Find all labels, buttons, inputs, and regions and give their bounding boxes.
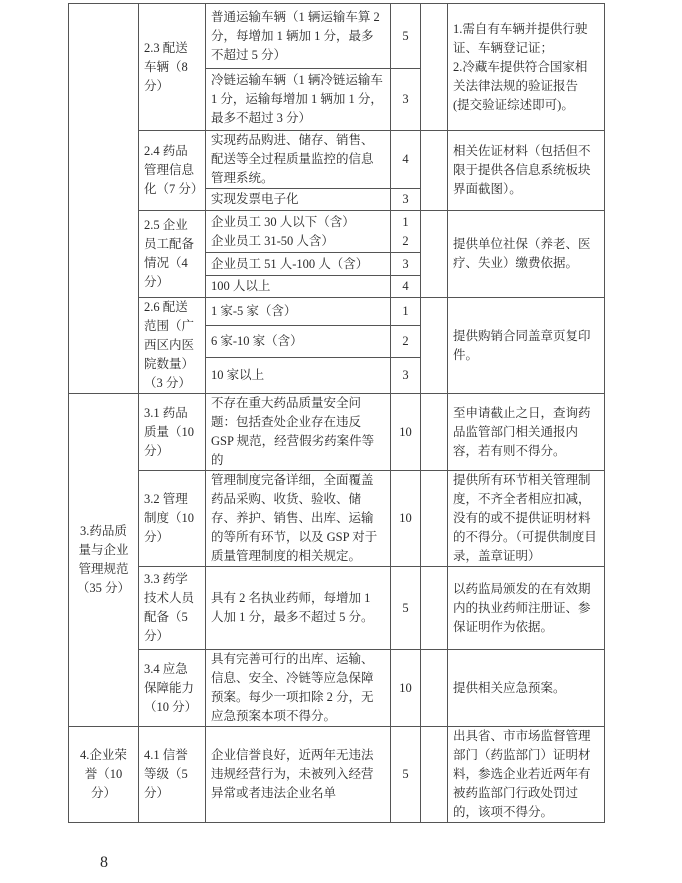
evidence-cell: 至申请截止之日，查询药品监管部门相关通报内容，若有则不得分。	[448, 394, 605, 471]
table-row	[69, 131, 605, 189]
score-cell: 5	[391, 727, 421, 823]
score-cell: 3	[391, 189, 421, 211]
table-row	[69, 650, 605, 727]
table-row	[69, 471, 605, 567]
score-cell: 10	[391, 471, 421, 567]
criteria-cell: 10 家以上	[206, 357, 391, 393]
criteria-cell: 1 家-5 家（含）	[206, 298, 391, 326]
score-cell: 1	[391, 298, 421, 326]
criteria-cell: 具有 2 名执业药师，每增加 1 人加 1 分，最多不超过 5 分。	[206, 567, 391, 650]
criteria-cell: 冷链运输车辆（1 辆冷链运输车 1 分，运输每增加 1 辆加 1 分，最多不超过 3 分）	[206, 69, 391, 131]
item-name-cell: 2.3 配送车辆（8 分）	[139, 4, 206, 131]
blank-score-cell	[421, 567, 448, 650]
table-row	[69, 567, 605, 650]
criteria-cell: 100 人以上	[206, 276, 391, 298]
item-name-cell: 4.1 信誉等级（5 分）	[139, 727, 206, 823]
blank-score-cell	[421, 650, 448, 727]
evidence-cell: 提供购销合同盖章页复印件。	[448, 298, 605, 394]
scoring-table	[68, 3, 605, 823]
blank-score-cell	[421, 298, 448, 394]
blank-score-cell	[421, 727, 448, 823]
blank-score-cell	[421, 394, 448, 471]
evidence-cell: 以药监局颁发的在有效期内的执业药师注册证、参保证明作为依据。	[448, 567, 605, 650]
table-row	[69, 4, 605, 69]
score-cell: 4	[391, 131, 421, 189]
item-name-cell: 3.3 药学技术人员配备（5 分）	[139, 567, 206, 650]
evidence-cell: 提供相关应急预案。	[448, 650, 605, 727]
evidence-cell: 提供所有环节相关管理制度，不齐全者相应扣减，没有的或不提供证明材料的不得分。（可提供制度目录，盖章证明）	[448, 471, 605, 567]
score-cell: 3	[391, 253, 421, 276]
blank-score-cell	[421, 4, 448, 131]
item-name-cell: 2.4 药品管理信息化（7 分）	[139, 131, 206, 211]
blank-score-cell	[421, 131, 448, 211]
item-name-cell: 2.5 企业员工配备情况（4 分）	[139, 211, 206, 298]
criteria-cell: 管理制度完备详细，全面覆盖药品采购、收货、验收、储存、养护、销售、出库、运输的等所有环节，以及 GSP 对于质量管理制度的相关规定。	[206, 471, 391, 567]
score-cell: 1 2	[391, 211, 421, 253]
item-name-cell: 3.1 药品质量（10 分）	[139, 394, 206, 471]
criteria-cell: 具有完善可行的出库、运输、信息、安全、冷链等应急保障预案。每少一项扣除 2 分，无应急预案本项不得分。	[206, 650, 391, 727]
page-number: 8	[100, 854, 108, 871]
evidence-cell: 相关佐证材料（包括但不限于提供各信息系统板块界面截图）。	[448, 131, 605, 211]
category-cell: 4.企业荣誉（10 分）	[69, 727, 139, 823]
score-cell: 10	[391, 650, 421, 727]
table-row	[69, 298, 605, 326]
score-cell: 5	[391, 567, 421, 650]
score-cell: 10	[391, 394, 421, 471]
table-row	[69, 727, 605, 823]
table-row	[69, 394, 605, 471]
criteria-cell: 企业信誉良好，近两年无违法违规经营行为，未被列入经营异常或者违法企业名单	[206, 727, 391, 823]
evidence-cell: 提供单位社保（养老、医疗、失业）缴费依据。	[448, 211, 605, 298]
criteria-cell: 不存在重大药品质量安全问题：包括查处企业存在违反 GSP 规范，经营假劣药案件等的	[206, 394, 391, 471]
criteria-cell: 实现药品购进、储存、销售、配送等全过程质量监控的信息管理系统。	[206, 131, 391, 189]
category-cell: 3.药品质量与企业管理规范（35 分）	[69, 394, 139, 727]
table-row	[69, 211, 605, 253]
criteria-cell: 6 家-10 家（含）	[206, 326, 391, 358]
score-cell: 3	[391, 69, 421, 131]
item-name-cell: 3.2 管理制度（10 分）	[139, 471, 206, 567]
criteria-cell: 实现发票电子化	[206, 189, 391, 211]
item-name-cell: 3.4 应急保障能力（10 分）	[139, 650, 206, 727]
score-cell: 2	[391, 326, 421, 358]
criteria-cell: 企业员工 30 人以下（含） 企业员工 31-50 人含）	[206, 211, 391, 253]
evidence-cell: 1.需自有车辆并提供行驶 证、车辆登记证； 2.冷藏车提供符合国家相 关法律法规的验证报告 (提交验证综述即可)。	[448, 4, 605, 131]
evidence-cell: 出具省、市市场监督管理部门（药监部门）证明材料，参选企业若近两年有被药监部门行政处罚过的，该项不得分。	[448, 727, 605, 823]
criteria-cell: 普通运输车辆（1 辆运输车算 2 分，每增加 1 辆加 1 分，最多不超过 5 分）	[206, 4, 391, 69]
criteria-cell: 企业员工 51 人-100 人（含）	[206, 253, 391, 276]
score-cell: 4	[391, 276, 421, 298]
category-cell	[69, 4, 139, 394]
item-name-cell: 2.6 配送范围（广西区内医院数量）（3 分）	[139, 298, 206, 394]
score-cell: 3	[391, 357, 421, 393]
score-cell: 5	[391, 4, 421, 69]
blank-score-cell	[421, 211, 448, 298]
blank-score-cell	[421, 471, 448, 567]
